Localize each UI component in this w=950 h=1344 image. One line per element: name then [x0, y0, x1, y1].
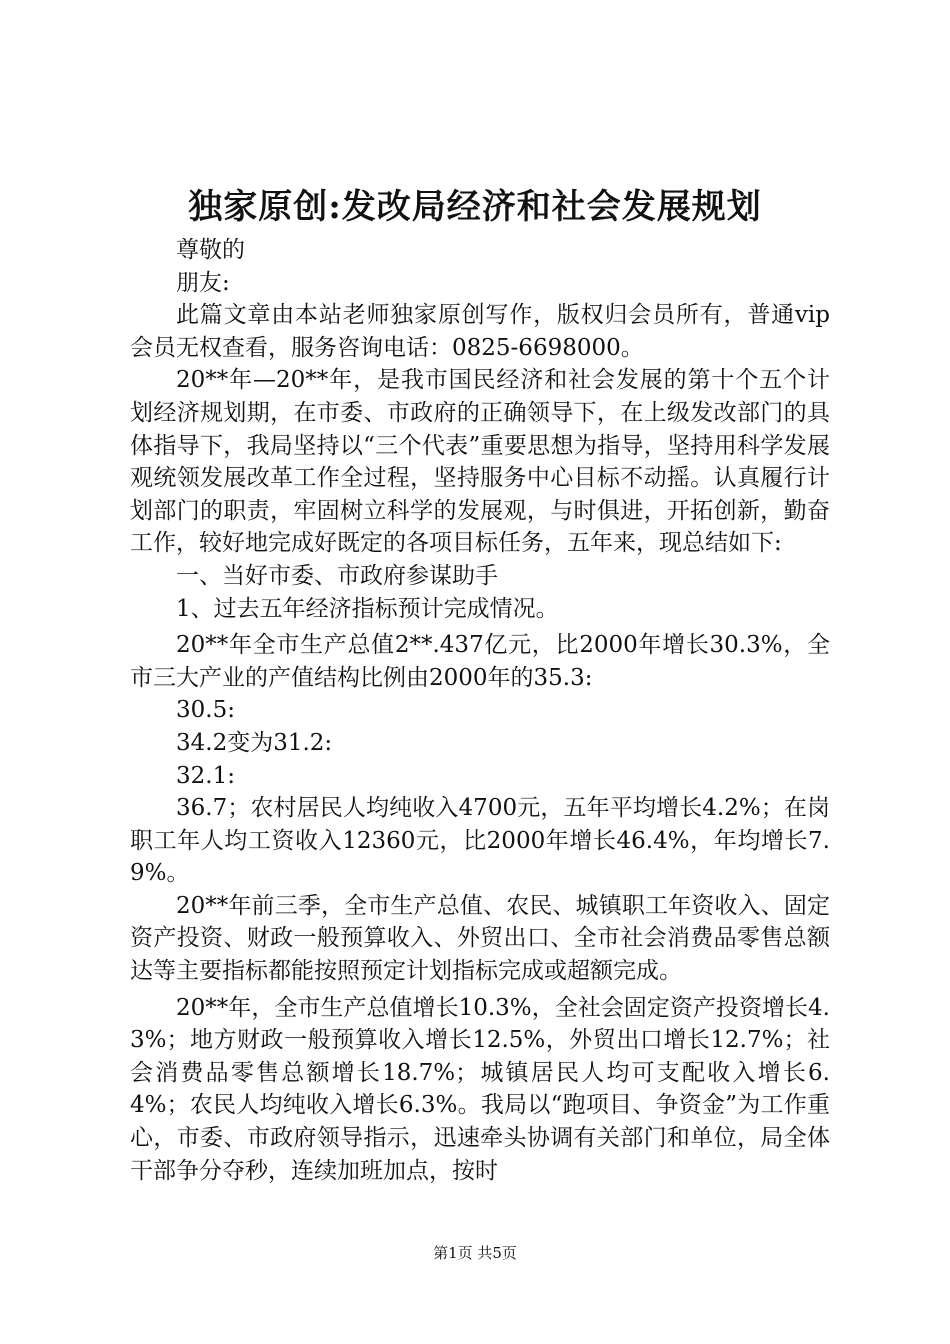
- paragraph-notice: 此篇文章由本站老师独家原创写作，版权归会员所有，普通vip会员无权查看，服务咨询电话：0825-6698000。: [130, 302, 830, 361]
- document-body: [130, 234, 830, 1187]
- paragraph-intro: 20**年—20**年，是我市国民经济和社会发展的第十个五个计划经济规划期，在市委、市政府的正确领导下，在上级发改部门的具体指导下，我局坚持以“三个代表”重要思想为指导，坚持用科学发展观统领发展改革工作全过程，坚持服务中心目标不动摇。认真履行计划部门的职责，牢固树立科学的发展观，与时俱进，开拓创新，勤奋工作，较好地完成好既定的各项目标任务，五年来，现总结如下:: [130, 367, 830, 557]
- subsection-heading: 1、过去五年经济指标预计完成情况。: [176, 595, 559, 622]
- paragraph-salutation-friend: 朋友:: [176, 269, 230, 296]
- paragraph-annual-growth: 20**年，全市生产总值增长10.3%，全社会固定资产投资增长4.3%；地方财政一般预算收入增长12.5%，外贸出口增长12.7%；社会消费品零售总额增长18.7%；城镇居民人均可支配收入增长6.4%；农民人均纯收入增长6.3%。我局以“跑项目、争资金”为工作重心，市委、市政府领导指示，迅速牵头协调有关部门和单位，局全体干部争分夺秒，连续加班加点，按时: [130, 994, 830, 1184]
- page-footer: 第1页 共5页: [433, 1244, 517, 1262]
- paragraph-ratio-3: 32.1:: [176, 762, 235, 789]
- document-title: 独家原创:发改局经济和社会发展规划: [188, 187, 762, 227]
- section-heading: 一、当好市委、市政府参谋助手: [176, 562, 498, 589]
- paragraph-income: 36.7；农村居民人均纯收入4700元，五年平均增长4.2%；在岗职工年人均工资收入12360元，比2000年增长46.4%，年均增长7.9%。: [130, 795, 830, 887]
- paragraph-gdp: 20**年全市生产总值2**.437亿元，比2000年增长30.3%，全市三大产业的产值结构比例由2000年的35.3:: [130, 632, 830, 691]
- paragraph-ratio-1: 30.5:: [176, 697, 235, 724]
- paragraph-salutation: 尊敬的: [176, 237, 245, 263]
- paragraph-three-quarters: 20**年前三季，全市生产总值、农民、城镇职工年资收入、固定资产投资、财政一般预算收入、外贸出口、全市社会消费品零售总额达等主要指标都能按照预定计划指标完成或超额完成。: [130, 892, 830, 985]
- paragraph-ratio-2: 34.2变为31.2:: [176, 729, 333, 756]
